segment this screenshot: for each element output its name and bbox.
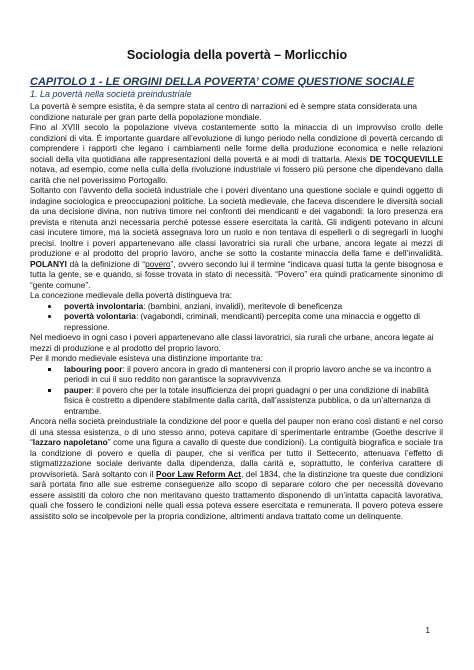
author-name: POLANYI bbox=[30, 258, 67, 269]
document-content bbox=[30, 76, 443, 521]
list-text: : il povero che per la totale insufficienza dei propri guadagni o per una condizione di inabilità fisica è costretto a dipendere stabilmente dalla carità, dall’assistenza pubblica, o da un’alternanza di entrambe. bbox=[64, 384, 431, 416]
section-heading: 1. La povertà nella società preindustriale bbox=[30, 89, 192, 99]
paragraph: Per il mondo medievale esisteva una distinzione importante tra: bbox=[30, 353, 263, 363]
paragraph-text: notava, ad esempio, come nella culla della rivoluzione industriale vi fossero più persone che dipendevano dalla carità che nel poverissimo Portogallo. bbox=[30, 164, 443, 185]
list-text: : il povero ancora in grado di mantenersi con il proprio lavoro anche se va incontro a periodi in cui il suo reddito non garantisce la sopravvivenza bbox=[64, 363, 432, 384]
chapter-heading: CAPITOLO 1 - LE ORGINI DELLA POVERTA’ COME QUESTIONE SOCIALE bbox=[30, 76, 415, 88]
paragraph bbox=[30, 185, 443, 290]
paragraph-text: Soltanto con l’avvento della società industriale che i poveri diventano una questione sociale e quindi oggetto di indagine sociologica e preoccupazioni politiche. La società medievale, che faceva discendere le diversità sociali da una decisione divina, non nutriva timore nei confronti dei mendicanti e dei vagabondi: la loro presenza era prevista e ritenuta anzi necessaria perché potesse essere esercitata la carità. Gli indigenti potevano in alcuni casi incutere timore, ma la società assegnava loro un ruolo e non tentava di espellerli o di segregarli in luoghi precisi. Inoltre i poveri appartenevano alle classi lavoratrici sia rurali che urbane, ancora legate ai mezzi di produzione e al prodotto del proprio lavoro, anche se sotto la costante minaccia della fame e dell’invalidità. bbox=[30, 185, 443, 258]
page-number: 1 bbox=[425, 626, 430, 635]
bullet-list bbox=[30, 364, 443, 417]
paragraph-text: , del 1834, che la distinzione tra queste due condizioni sarà portata fino alle sue estreme conseguenze allo scopo di separare coloro che per necessità dovevano essere assistiti da coloro che non meritavano questo trattamento disponendo di un’intatta capacità lavorativa, quali che fossero le condizioni nelle quali essa poteva essere esercitata e remunerata. Il povero poteva essere assistito solo se incolpevole per la propria condizione, altrimenti andava trattato come un delinquente. bbox=[30, 468, 443, 521]
paragraph-text: dà la definizione di “ bbox=[69, 258, 146, 269]
list-item bbox=[60, 385, 443, 417]
list-term: pauper bbox=[64, 384, 92, 395]
list-term: povertà volontaria bbox=[64, 311, 136, 321]
list-term: labouring poor bbox=[64, 363, 123, 374]
paragraph bbox=[30, 416, 443, 521]
list-text: : (bambini, anziani, invalidi), meritevole di beneficenza bbox=[143, 300, 343, 311]
list-item bbox=[60, 364, 443, 385]
list-term: povertà involontaria bbox=[64, 300, 144, 311]
underlined-term: povero bbox=[145, 258, 171, 269]
paragraph: La povertà è sempre esistita, è da sempre stata al centro di narrazioni ed è sempre stata considerata una condizione naturale per gran parte della popolazione mondiale. bbox=[30, 101, 417, 122]
paragraph bbox=[30, 122, 443, 185]
paragraph-text: Ancora nella società preindustriale la condizione del poor e quella del pauper non erano così distanti e nel corso di una stessa esistenza, o di uno stesso anno, poteva capitare di sperimentarle entrambe (Goethe descrive il “ bbox=[30, 416, 443, 447]
paragraph: La concezione medievale della povertà distingueva tra: bbox=[30, 290, 233, 300]
paragraph: Nel medioevo in ogni caso i poveri appartenevano alle classi lavoratrici, sia rurali che urbane, ancora legate ai mezzi di produzione e al prodotto del proprio lavoro. bbox=[30, 332, 434, 353]
paragraph-text: ”, ovvero secondo lui il termine “indicava quasi tutta la gente bisognosa e tutta la gente, se e quando, si fosse trovata in stato di necessità. “Povero” era quindi praticamente sinonimo di “gente comune”. bbox=[30, 258, 444, 290]
paragraph-text: Fino al XVIII secolo la popolazione viveva costantemente sotto la minaccia di un improvviso crollo delle condizioni di vita. È importante guardare all’evoluzione di lungo periodo nella condizione di povertà cercando di comprendere i rapporti che legano i cambiamenti nelle forme della produzione economica e nelle relazioni sociali della vita quotidiana alle rappresentazioni della povertà e ai modi di trattarla. Alexis bbox=[30, 122, 443, 164]
list-item bbox=[60, 301, 443, 312]
law-name: Poor Law Reform Act bbox=[156, 468, 241, 479]
bold-term: lazzaro napoletano bbox=[32, 437, 108, 447]
bullet-list bbox=[30, 301, 443, 333]
author-name: DE TOCQUEVILLE bbox=[369, 153, 443, 164]
document-title: Sociologia della povertà – Morlicchio bbox=[126, 48, 348, 62]
list-item bbox=[60, 311, 443, 332]
list-text: : (vagabondi, criminali, mendicanti) percepita come una minaccia e oggetto di repressione. bbox=[64, 311, 421, 332]
paragraph-text: ” come una figura a cavallo di queste due condizioni). La contiguità biografica e sociale tra la condizione di povero e quella di pauper, che si verifica per tutto il Settecento, attenuava l’effetto di stigmatizzazione sociale derivante dalla dipendenza, dalla carità e, soprattutto, le conferiva carattere di provvisorietà. Sarà soltanto con il bbox=[30, 437, 443, 479]
